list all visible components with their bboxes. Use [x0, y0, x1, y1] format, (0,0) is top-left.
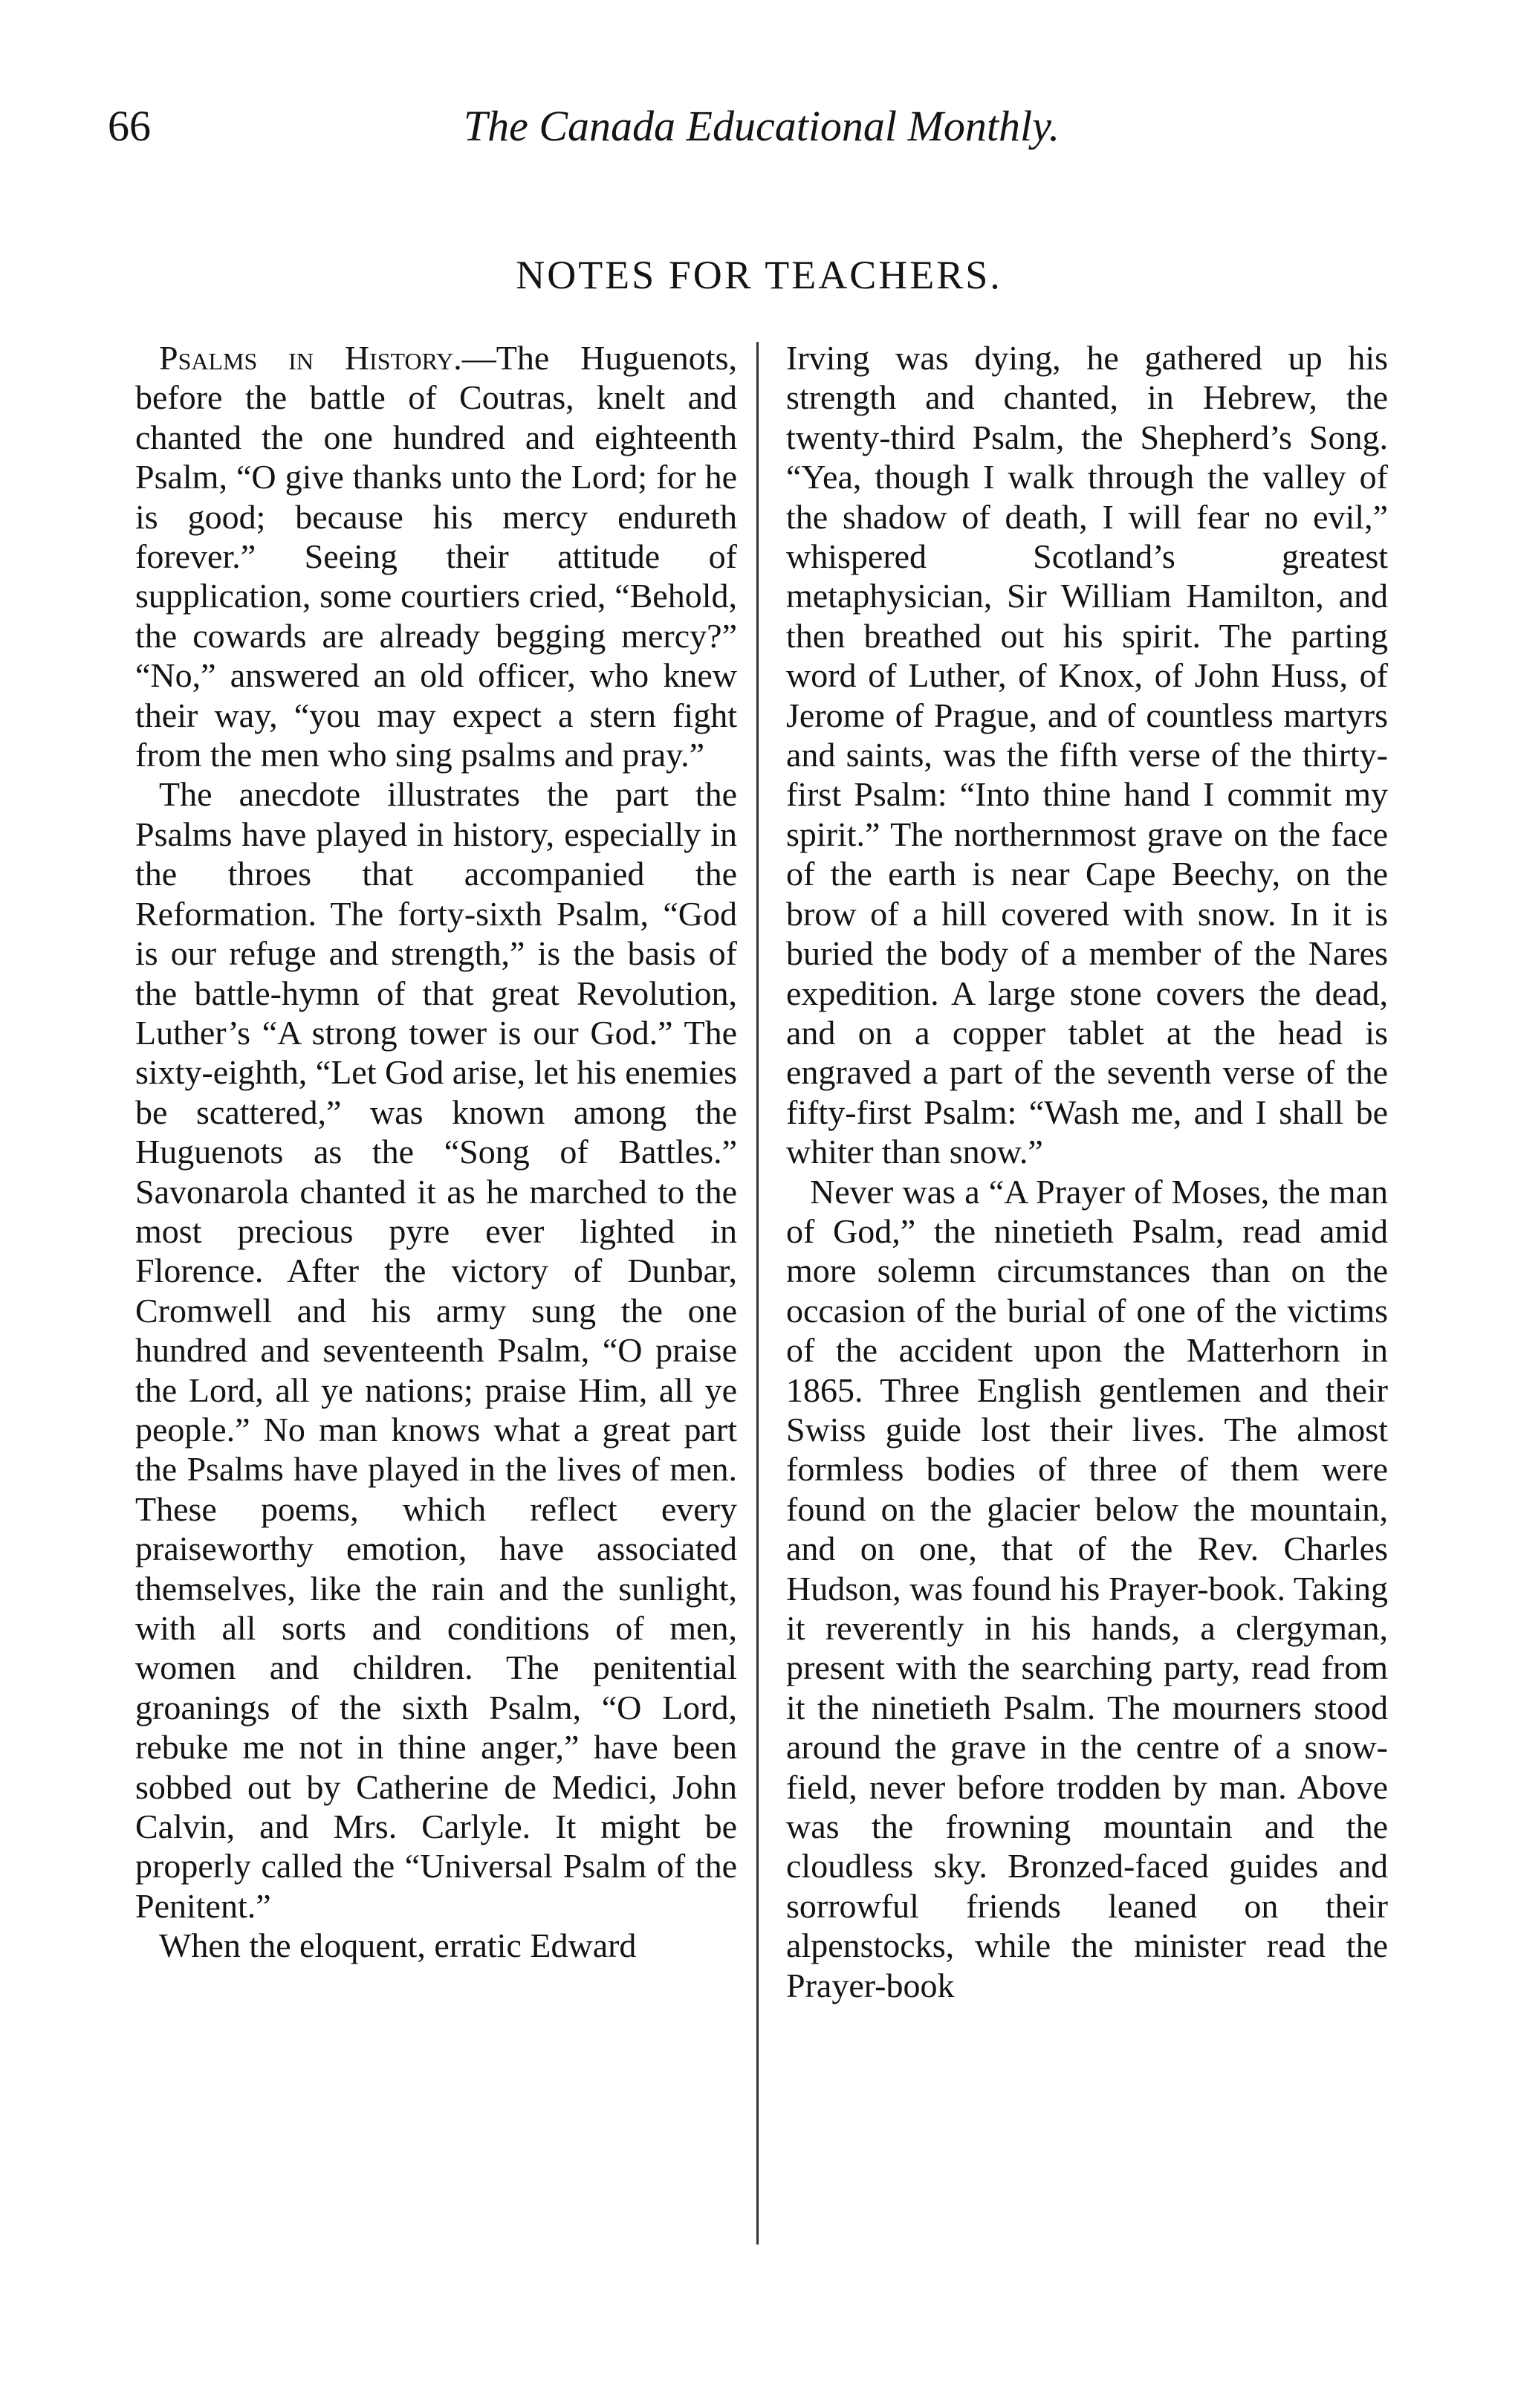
paragraph-anecdote: The anecdote illustrates the part the Psalms have played in history, especially in the throes that accompanied the Reformation. The forty-sixth Psalm, “God is our refuge and strength,” is the basis of the battle-hymn of that great Revolution, Luther’s “A strong tower is our God.” The sixty-eighth, “Let God arise, let his enemies be scattered,” was known among the Huguenots as the “Song of Battles.” Savonarola chanted it as he marched to the most precious pyre ever lighted in Florence. After the victory of Dunbar, Cromwell and his army sung the one hundred and seventeenth Psalm, “O praise the Lord, all ye nations; praise Him, all ye people.” No man knows what a great part the Psalms have played in the lives of men. These poems, which reflect every praiseworthy emotion, have associated themselves, like the rain and the sunlight, with all sorts and conditions of men, women and children. The penitential groanings of the sixth Psalm, “O Lord, rebuke me not in thine anger,” have been sobbed out by Catherine de Medici, John Calvin, and Mrs. Carlyle. It might be properly called the “Universal Psalm of the Penitent.” [135, 775, 737, 1925]
running-head [108, 97, 1415, 156]
page-number: 66 [108, 102, 151, 150]
journal-title: The Canada Educational Monthly. [463, 102, 1060, 150]
paragraph-edward-irving-continued: Irving was dying, he gathered up his strength and chanted, in Hebrew, the twenty-third Psalm, the Shepherd’s Song. “Yea, though I walk through the valley of the shadow of death, I will fear no evil,” whispered Scotland’s greatest metaphysician, Sir William Hamilton, and then breathed out his spirit. The parting word of Luther, of Knox, of John Huss, of Jerome of Prague, and of countless martyrs and saints, was the fifth verse of the thirty-first Psalm: “Into thine hand I commit my spirit.” The northernmost grave on the face of the earth is near Cape Beechy, on the brow of a hill covered with snow. In it is buried the body of a member of the Nares expedition. A large stone covers the dead, and on a copper tablet at the head is engraved a part of the seventh verse of the fifty-first Psalm: “Wash me, and I shall be whiter than snow.” [786, 339, 1388, 1171]
paragraph-text: —The Huguenots, before the battle of Coutras, knelt and chanted the one hundred and eighteenth Psalm, “O give thanks unto the Lord; for he is good; because his mercy endureth forever.” Seeing their attitude of supplication, some courtiers cried, “Behold, the cowards are already begging mercy?” “No,” answered an old officer, who knew their way, “you may expect a stern fight from the men who sing psalms and pray.” [135, 339, 737, 774]
run-in-heading: Psalms in History. [159, 339, 462, 377]
left-column [135, 338, 737, 1966]
paragraph-prayer-of-moses: Never was a “A Prayer of Moses, the man of God,” the ninetieth Psalm, read amid more solemn circumstances than on the occasion of the burial of one of the victims of the accident upon the Matterhorn in 1865. Three English gentlemen and their Swiss guide lost their lives. The almost formless bodies of three of them were found on the glacier below the mountain, and on one, that of the Rev. Charles Hudson, was found his Prayer-book. Taking it reverently in his hands, a clergyman, present with the searching party, read from it the ninetieth Psalm. The mourners stood around the grave in the centre of a snow-field, never before trodden by man. Above was the frowning mountain and the cloudless sky. Bronzed-faced guides and sorrowful friends leaned on their alpenstocks, while the minister read the Prayer-book [786, 1172, 1388, 2004]
column-divider [756, 342, 759, 2244]
paragraph-edward-irving-start: When the eloquent, erratic Edward [159, 1926, 637, 1965]
right-column [786, 338, 1388, 2005]
paragraph-psalms-in-history [135, 338, 737, 774]
section-title: NOTES FOR TEACHERS. [516, 253, 1002, 297]
